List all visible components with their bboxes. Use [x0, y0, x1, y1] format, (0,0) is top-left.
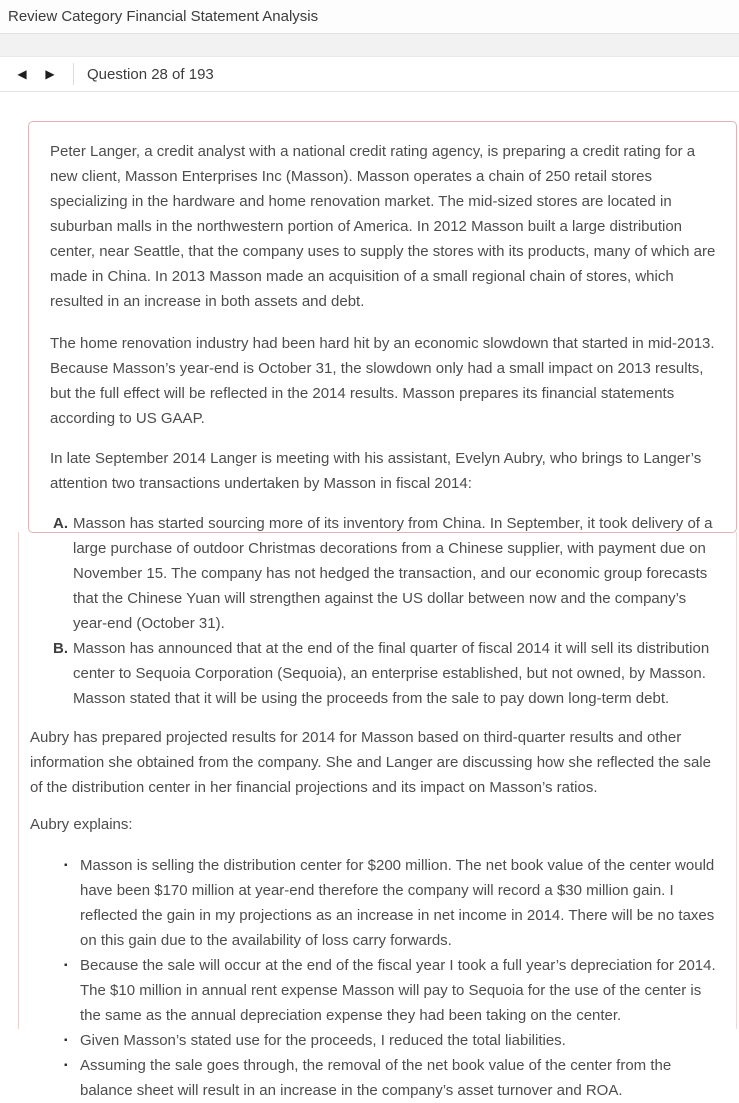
item-b-marker: B.	[53, 640, 68, 657]
vignette-paragraph-4: Aubry has prepared projected results for 2014 for Masson based on third-quarter results and other information she obtained from the company. She and Langer are discussing how she reflected the sale of the distribution center in her financial projections and its impact on Masson’s ratios.	[30, 729, 711, 796]
question-position: Question 28 of 193	[87, 65, 214, 83]
question-content-area	[0, 92, 739, 1099]
explanation-bullet-1: ▪ Masson is selling the distribution center for $200 million. The net book value of the center would have been $170 million at year-end therefore the company will record a $30 million gain. I reflected the gain in my projections as an increase in net income in 2014. There will be no taxes on this gain due to the availability of loss carry forwards.	[30, 853, 717, 953]
vignette-paragraph-5: Aubry explains:	[30, 816, 133, 833]
arrow-left-icon: ◀	[17, 66, 27, 81]
nav-divider	[73, 63, 74, 85]
previous-question-button[interactable]	[8, 57, 36, 92]
explanation-bullet-3: ▪ Given Masson’s stated use for the proceeds, I reduced the total liabilities.	[30, 1028, 717, 1053]
vignette-paragraph-2: The home renovation industry had been hard hit by an economic slowdown that started in mid-2013. Because Masson’s year-end is October 31, the slowdown only had a small impact on 2013 results, but the full effect will be reflected in the 2014 results. Masson prepares its financial statements according to US GAAP.	[50, 335, 715, 427]
next-question-button[interactable]	[36, 57, 64, 92]
vignette-text	[0, 92, 739, 1103]
vignette-paragraph-3: In late September 2014 Langer is meeting with his assistant, Evelyn Aubry, who brings to Langer’s attention two transactions undertaken by Masson in fiscal 2014:	[50, 450, 702, 492]
item-a-marker: A.	[53, 515, 68, 532]
transaction-item-b	[53, 636, 717, 711]
arrow-right-icon: ▶	[45, 66, 55, 81]
review-header	[0, 0, 739, 34]
explanation-bullet-4: ▪ Assuming the sale goes through, the removal of the net book value of the center from the balance sheet will result in an increase in the company’s asset turnover and ROA.	[30, 1053, 717, 1103]
vignette-paragraph-1: Peter Langer, a credit analyst with a national credit rating agency, is preparing a credit rating for a new client, Masson Enterprises Inc (Masson). Masson operates a chain of 250 retail stores specializing in the hardware and home renovation market. The mid-sized stores are located in suburban malls in the northwestern portion of America. In 2012 Masson built a large distribution center, near Seattle, that the company uses to supply the stores with its products, many of which are made in China. In 2013 Masson made an acquisition of a small regional chain of stores, which resulted in an increase in both assets and debt.	[50, 143, 716, 310]
item-a-text: Masson has started sourcing more of its inventory from China. In September, it took delivery of a large purchase of outdoor Christmas decorations from a Chinese supplier, with payment due on November 15. The company has not hedged the transaction, and our economic group forecasts that the Chinese Yuan will strengthen against the US dollar between now and the company’s year-end (October 31).	[73, 515, 713, 632]
item-b-text: Masson has announced that at the end of the final quarter of fiscal 2014 it will sell its distribution center to Sequoia Corporation (Sequoia), an enterprise established, but not owned, by Masson. Masson stated that it will be using the proceeds from the sale to pay down long-term debt.	[73, 640, 710, 707]
aubry-explanation-list	[30, 853, 717, 1103]
transaction-list	[53, 511, 717, 711]
header-spacer-band	[0, 34, 739, 57]
question-nav-bar	[0, 57, 739, 92]
explanation-bullet-2: ▪ Because the sale will occur at the end of the fiscal year I took a full year’s depreciation for 2014. The $10 million in annual rent expense Masson will pay to Sequoia for the use of the center is the same as the annual depreciation expense they had been taking on the center.	[30, 953, 717, 1028]
page-title: Review Category Financial Statement Analysis	[8, 8, 319, 25]
transaction-item-a	[53, 511, 717, 636]
